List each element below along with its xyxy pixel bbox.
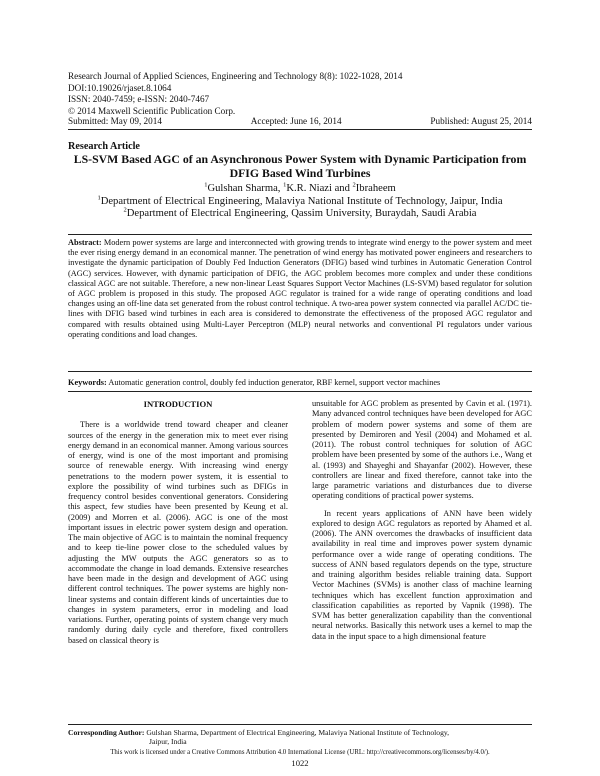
corr-label: Corresponding Author:: [68, 728, 145, 737]
abstract: [68, 238, 532, 340]
title-line-2: DFIG Based Wind Turbines: [229, 165, 371, 180]
corr-text: Gulshan Sharma, Department of Electrical Engineering, Malaviya National Institute of Technology,: [146, 728, 450, 737]
intro-paragraph-3: In recent years applications of ANN have been widely explored to design AGC regulators as reported by Ahamed et al. (2006). The ANN overcomes the drawbacks of insufficient data availability in real time and improves power system dynamic performance over a wide range of operating conditions. The success of ANN based regulators depends on the type, structure and training algorithm besides reliable training data. Support Vector Machines (SVMs) is another class of machine learning techniques which has excellent function approximation and classification capabilities as reported by Vapnik (1998). The SVM has better generalization capability than the conventional neural networks. Basically this network uses a kernel to map the data in the input space to a high dimensional feature: [312, 508, 532, 641]
journal-issn: ISSN: 2040-7459; e-ISSN: 2040-7467: [68, 94, 210, 104]
paper-title: [68, 153, 532, 180]
dates-row: [68, 116, 532, 126]
keywords: [68, 378, 532, 388]
abstract-label: Abstract:: [68, 238, 102, 247]
author-list: $^1$Gulshan Sharma, $^1$K.R. Niazi and $^2$Ibraheem: [204, 181, 396, 194]
footer-rule: [68, 724, 532, 725]
date-submitted: Submitted: May 09, 2014: [68, 116, 162, 126]
date-accepted: Accepted: June 16, 2014: [250, 116, 342, 126]
corresponding-author: [68, 728, 532, 747]
page-number: 1022: [291, 758, 309, 768]
author-block: [68, 183, 532, 221]
corr-text-2: Jaipur, India: [149, 737, 187, 747]
intro-paragraph-1: There is a worldwide trend toward cheaper and cleaner sources of the energy in the generation mix to meet ever rising energy demand in an economical manner. Among various sources of energy, wind is one of the most important and promising source of renewable energy. With increasing wind energy penetrations to the modern power system, it is essential to explore the possibility of wind turbines such as DFIGs in frequency control besides conventional generators. Considering this aspect, few studies have been presented by Keung et al. (2009) and Morren et al. (2006). AGC is one of the most important issues in electric power system design and operation. The main objective of AGC is to maintain the nominal frequency and to keep tie-line power close to the scheduled values by adjusting the MW outputs the AGC generators so as to accommodate the change in load demands. Extensive researches have been made in the design and development of AGC using different control techniques. The power systems are highly non-linear systems and contain different kinds of uncertainties due to changes in system parameters, error in modeling and load variations. Further, operating points of system change very much randomly during daily cycle and therefore, fixed controllers based on classical theory is: [68, 420, 288, 645]
author-3: Ibraheem: [355, 183, 396, 194]
title-line-1: LS-SVM Based AGC of an Asynchronous Power System with Dynamic Participation from: [73, 152, 527, 166]
keywords-text: Automatic generation control, doubly fed induction generator, RBF kernel, support vector machines: [108, 378, 441, 387]
journal-header: [68, 71, 402, 117]
journal-doi: DOI:10.19026/rjaset.8.1064: [68, 82, 172, 93]
affiliation-1: $^1$Department of Electrical Engineering, Malaviya National Institute of Technology, Jaipur, India: [97, 193, 503, 207]
keywords-label: Keywords:: [68, 378, 107, 387]
abstract-bottom-rule: [68, 371, 532, 372]
keywords-rule: [68, 391, 532, 392]
abstract-top-rule: [68, 234, 532, 235]
journal-copyright: © 2014 Maxwell Scientific Publication Corp.: [68, 105, 236, 116]
left-column: [68, 399, 288, 646]
right-column: [312, 399, 532, 642]
intro-paragraph-2: unsuitable for AGC problem as presented by Cavin et al. (1971). Many advanced control techniques have been developed for AGC problem of modern power systems and some of them are presented by Demiroren and Yesil (2004) and Mohamed et al. (2011). The robust control techniques for solution of AGC problem have been presented by some of the authors i.e., Wang et al. (1993) and Shayeghi and Shayanfar (2002). However, these controllers are linear and fixed therefore, cannot take into the large parametric variations and disturbances due to diverse operating conditions of practical power systems.: [312, 399, 532, 501]
author-2: K.R. Niazi and: [286, 183, 353, 194]
license-notice: This work is licensed under a Creative Commons Attribution 4.0 International License (URL: http://creativecommons.org/licenses/by/4.0/).: [110, 749, 490, 756]
article-type: Research Article: [68, 141, 140, 152]
section-heading-introduction: INTRODUCTION: [143, 399, 213, 409]
author-1: Gulshan Sharma,: [207, 183, 284, 194]
abstract-text: Modern power systems are large and interconnected with growing trends to integrate wind energy to the power system and meet the ever rising energy demand in an economical manner. The penetration of wind energy has motivated power engineers and researchers to investigate the dynamic participation of Doubly Fed Induction Generators (DFIG) based wind turbines in Automatic Generation Control (AGC) services. However, with dynamic participation of DFIG, the AGC problem becomes more complex and under these conditions classical AGC are not suitable. Therefore, a new non-linear Least Squares Support Vector Machines (LS-SVM) based regulator for solution of AGC problem is proposed in this study. The proposed AGC regulator is trained for a wide range of operating conditions and load changes using an off-line data set generated from the robust control technique. A two-area power system connected via parallel AC/DC tie-lines with DFIG based wind turbines in each area is considered to demonstrate the effectiveness of the proposed AGC regulator and compared with results obtained using Multi-Layer Perceptron (MLP) neural networks and conventional PI regulators under various operating conditions and load changes.: [68, 238, 532, 339]
date-published: Published: August 25, 2014: [430, 116, 532, 126]
dates-divider: [68, 129, 532, 130]
journal-citation: Research Journal of Applied Sciences, Engineering and Technology 8(8): 1022-1028, 2014: [68, 71, 403, 81]
affiliation-2: $^2$Department of Electrical Engineering, Qassim University, Buraydah, Saudi Arabia: [123, 206, 477, 219]
